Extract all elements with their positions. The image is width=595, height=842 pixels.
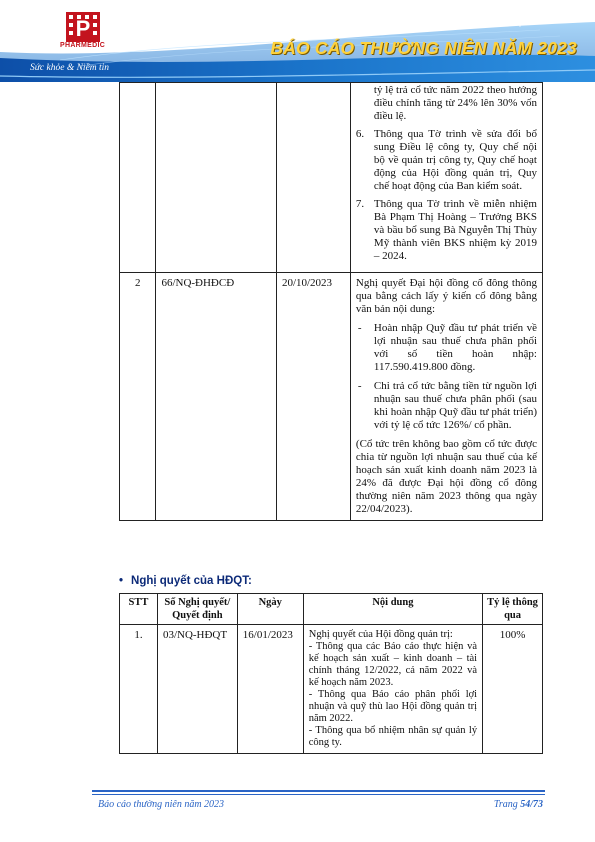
table-row xyxy=(120,83,543,273)
column-header: STT xyxy=(120,594,158,625)
date-cell: 16/01/2023 xyxy=(237,625,303,754)
column-header: Ngày xyxy=(237,594,303,625)
content-line: Nghị quyết của Hội đồng quản trị: xyxy=(308,629,453,640)
column-header: Nội dung xyxy=(303,594,482,625)
column-header: Tỷ lệ thông qua xyxy=(483,594,543,625)
list-item: - Chi trả cổ tức bằng tiền từ nguồn lợi nhuận sau thuế chưa phân phối (sau khi hoàn nhập Quỹ đầu tư phát triển) với tỷ lệ cổ tức 126%/ cổ phần. xyxy=(357,380,537,431)
stt-cell: 2 xyxy=(120,273,156,521)
list-item: 6. Thông qua Tờ trình về sửa đổi bổ sung Điều lệ công ty, Quy chế nội bộ về quản trị công ty, Quy chế hoạt động của Hội đồng quản trị, Quy chế hoạt động của Ban kiểm soát. xyxy=(355,128,537,192)
content-line: - Thông qua Báo cáo phân phối lợi nhuận và quỹ thù lao Hội đồng quản trị năm 2022. xyxy=(308,689,478,724)
date-cell: 20/10/2023 xyxy=(276,273,350,521)
content-cell xyxy=(350,273,542,521)
content-cell xyxy=(303,625,482,754)
content-line: - Thông qua bổ nhiệm nhân sự quản lý công ty. xyxy=(308,725,478,748)
footer-divider xyxy=(92,794,545,795)
footer-report-name: Báo cáo thường niên năm 2023 xyxy=(98,799,225,810)
content-cell xyxy=(350,83,542,273)
footer-divider xyxy=(92,790,545,792)
column-header: Số Nghị quyết/ Quyết định xyxy=(157,594,237,625)
date-cell xyxy=(276,83,350,273)
svg-text:P: P xyxy=(75,16,91,41)
stt-cell xyxy=(120,83,156,273)
page-number: Trang 54/73 xyxy=(493,799,543,810)
content-line: - Thông qua các Báo cáo thực hiện và kế hoạch sản xuất – kinh doanh – tài chính tháng 12/2022, cả năm 2022 và kế hoạch năm 2023. xyxy=(308,641,478,688)
stt-cell: 1. xyxy=(120,625,158,754)
pharmedic-logo-icon xyxy=(66,12,100,42)
table-row xyxy=(120,625,543,754)
approval-rate-cell: 100% xyxy=(483,625,543,754)
brand-slogan: Sức khỏe & Niềm tin xyxy=(30,63,110,73)
report-title: BÁO CÁO THƯỜNG NIÊN NĂM 2023 xyxy=(270,38,577,58)
table-row xyxy=(120,273,543,521)
list-item: 7. Thông qua Tờ trình về miễn nhiệm Bà Phạm Thị Hoàng – Trưởng BKS và bầu bổ sung Bà Nguyễn Thị Thùy Mỹ thành viên BKS nhiệm kỳ 2019 – 2024. xyxy=(355,198,537,262)
shareholder-resolutions-table xyxy=(119,82,543,521)
list-item: tỷ lệ trả cổ tức năm 2022 theo hướng điều chỉnh tăng từ 24% lên 30% vốn điều lệ. xyxy=(373,84,537,122)
number-cell xyxy=(156,83,277,273)
page-header xyxy=(0,0,595,82)
table-header-row xyxy=(120,594,543,625)
section-heading: • Nghị quyết của HĐQT: xyxy=(119,575,252,587)
resolution-note: (Cổ tức trên không bao gồm cổ tức được chia từ nguồn lợi nhuận sau thuế của kế hoạch sản xuất kinh doanh năm 2023 là 24% đã được Đại hội đồng cổ đông thường niên năm 2023 thông qua ngày 22/04/2023). xyxy=(355,438,537,515)
resolution-intro: Nghị quyết Đại hội đồng cổ đông thông qua bằng cách lấy ý kiến cổ đông bằng văn bản nội dung: xyxy=(355,277,537,315)
number-cell: 03/NQ-HĐQT xyxy=(157,625,237,754)
brand-name: PHARMEDIC xyxy=(60,42,106,49)
list-item: - Hoàn nhập Quỹ đầu tư phát triển về lợi nhuận sau thuế chưa phân phối với số tiền hoàn nhập: 117.590.419.800 đồng. xyxy=(357,322,537,373)
board-resolutions-table xyxy=(119,593,543,754)
bullet-icon: • xyxy=(119,575,124,587)
resolution-items xyxy=(356,84,537,263)
number-cell: 66/NQ-ĐHĐCĐ xyxy=(156,273,277,521)
